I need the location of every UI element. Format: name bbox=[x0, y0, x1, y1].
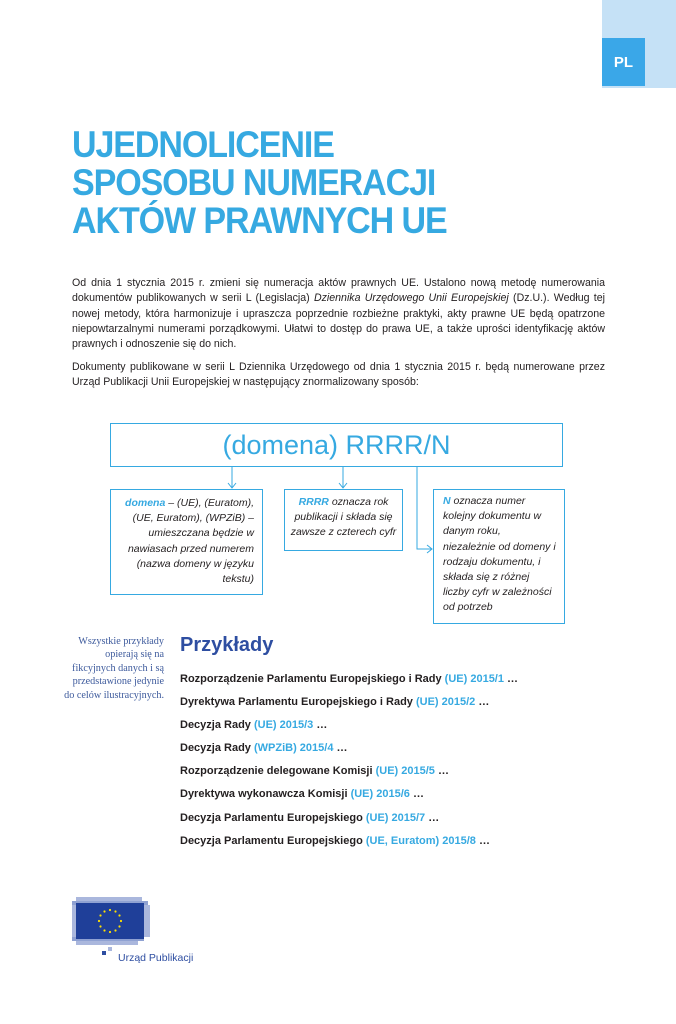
example-item: Rozporządzenie delegowane Komisji (UE) 2015/5 … bbox=[180, 765, 449, 778]
example-item: Decyzja Rady (UE) 2015/3 … bbox=[180, 719, 328, 732]
year-explanation-box: RRRR oznacza rok publikacji i składa się zawsze z czterech cyfr bbox=[284, 489, 403, 551]
numbering-formula: (domena) RRRR/N bbox=[110, 423, 563, 467]
title-line: SPOSOBU NUMERACJI bbox=[72, 162, 436, 203]
examples-list bbox=[180, 673, 518, 858]
example-item: Rozporządzenie Parlamentu Europejskiego i Rady (UE) 2015/1 … bbox=[180, 673, 519, 685]
example-item: Decyzja Parlamentu Europejskiego (UE, Euratom) 2015/8 … bbox=[180, 834, 490, 847]
examples-heading: Przykłady bbox=[180, 634, 274, 656]
title-line: AKTÓW PRAWNYCH UE bbox=[72, 200, 447, 241]
example-item: Decyzja Rady (WPZiB) 2015/4 … bbox=[180, 742, 348, 755]
title-line: UJEDNOLICENIE bbox=[72, 124, 334, 165]
domain-explanation-box: domena – (UE), (Euratom), (UE, Euratom), (WPZiB) – umieszczana będzie w nawiasach przed numerem (nazwa domeny w języku tekstu) bbox=[110, 489, 263, 595]
publications-office-label: Urząd Publikacji bbox=[118, 952, 194, 964]
number-explanation-box: N oznacza numer kolejny dokumentu w danym roku, niezależnie od domeny i rodzaju dokumentu, i składa się z różnej liczby cyfr w zależności od potrzeb bbox=[433, 489, 565, 624]
example-item: Dyrektywa Parlamentu Europejskiego i Rady (UE) 2015/2 … bbox=[180, 696, 490, 709]
numbering-paragraph: Dokumenty publikowane w serii L Dziennika Urzędowego od dnia 1 stycznia 2015 r. będą numerowane przez Urząd Publikacji Unii Europejskiej w następujący znormalizowany sposób: bbox=[72, 361, 605, 389]
example-item: Decyzja Parlamentu Europejskiego (UE) 2015/7 … bbox=[180, 811, 440, 824]
examples-disclaimer: Wszystkie przykłady opierają się na fikcyjnych danych i są przedstawione jedynie do celów ilustracyjnych. bbox=[64, 636, 164, 701]
language-tab: PL bbox=[602, 38, 645, 86]
intro-paragraph: Od dnia 1 stycznia 2015 r. zmieni się numeracja aktów prawnych UE. Ustalono nową metodę numerowania dokumentów publikowanych w serii L (Legislacja) Dziennika Urzędowego Unii Europejskiej (Dz.U.). Według tej nowej metody, która harmonizuje i upraszcza poprzednie rozbieżne praktyki, akty prawne UE będą opatrzone niepowtarzalnymi numerami porządkowymi. Ułatwi to dostęp do prawa UE, a także uprości identyfikację aktów prawnych i odnoszenie się do nich. bbox=[72, 277, 605, 351]
journal-name: Dziennika Urzędowego Unii Europejskiej bbox=[313, 292, 509, 305]
eu-flag-logo-icon bbox=[72, 897, 152, 957]
example-item: Dyrektywa wykonawcza Komisji (UE) 2015/6 … bbox=[180, 788, 424, 801]
page-title bbox=[72, 126, 447, 240]
